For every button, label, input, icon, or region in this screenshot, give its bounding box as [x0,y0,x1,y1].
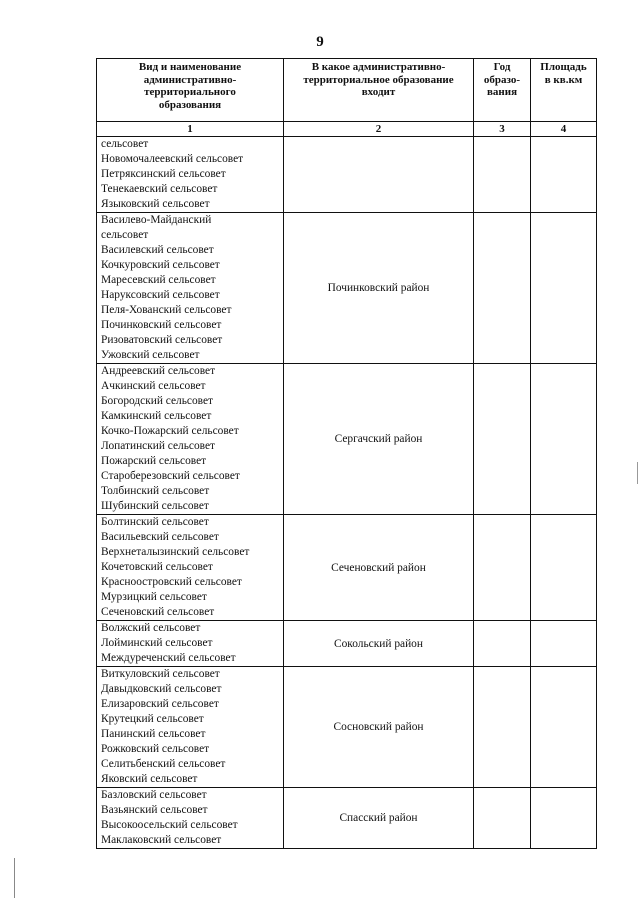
list-item: Языковский сельсовет [101,198,210,210]
header-col-2 [284,59,474,122]
district-name: Сеченовский район [284,515,474,621]
list-item: Новомочалеевский сельсовет [101,153,244,165]
list-item: Вазьянский сельсовет [101,804,208,816]
page-number: 9 [316,34,324,50]
header-line: Вид и наименование [138,61,242,73]
table-row [97,788,597,849]
list-item: Петряксинский сельсовет [101,168,226,180]
list-item: Высокоосельский сельсовет [101,819,238,831]
list-item: Волжский сельсовет [101,622,201,634]
subdivision-list [97,621,284,667]
list-item: Наруксовский сельсовет [101,289,220,301]
territory-table [96,58,597,849]
header-col-1 [97,59,284,122]
header-line: в кв.км [544,73,583,86]
header-line: территориального [144,86,236,98]
list-item: Кочетовский сельсовет [101,561,213,573]
list-item: Виткуловский сельсовет [101,668,220,680]
header-line: образования [158,98,222,111]
list-item: Пожарский сельсовет [101,455,207,467]
list-item: Богородский сельсовет [101,395,214,407]
list-item: Верхнеталызинский сельсовет [101,546,250,558]
list-item: Елизаровский сельсовет [101,698,219,710]
list-item: Маресевский сельсовет [101,274,216,286]
list-item: Староберезовский сельсовет [101,470,240,482]
area-cell [531,667,597,788]
year-cell [474,515,531,621]
year-cell [474,667,531,788]
list-item: Мурзицкий сельсовет [101,591,207,603]
list-item: Ужовский сельсовет [101,349,200,361]
area-cell [531,788,597,849]
year-cell [474,213,531,364]
list-item: Междуреченский сельсовет [101,652,236,664]
subdivision-list [97,137,284,213]
list-item: Василево-Майданский [101,214,212,226]
list-item: Крутецкий сельсовет [101,713,204,725]
list-item: Тенекаевский сельсовет [101,183,218,195]
area-cell [531,515,597,621]
district-name: Сергачский район [284,364,474,515]
list-item: Василевский сельсовет [101,244,214,256]
table-body [97,137,597,849]
header-line: В какое административно- [311,61,446,73]
list-item: Панинский сельсовет [101,728,206,740]
table-row [97,667,597,788]
header-col-3 [474,59,531,122]
subdivision-list [97,515,284,621]
year-cell [474,137,531,213]
table-row [97,515,597,621]
year-cell [474,621,531,667]
area-cell [531,364,597,515]
table-row [97,213,597,364]
column-number-row [97,122,597,137]
district-name [284,137,474,213]
header-line: образо- [483,73,521,86]
area-cell [531,621,597,667]
header-line: вания [486,86,518,98]
header-line: Площадь [540,61,587,73]
district-name: Сосновский район [284,667,474,788]
subdivision-list [97,788,284,849]
list-item: Красноостровский сельсовет [101,576,242,588]
list-item: Андреевский сельсовет [101,365,216,377]
area-cell [531,213,597,364]
subdivision-list [97,667,284,788]
list-item: Пеля-Хованский сельсовет [101,304,232,316]
list-item: сельсовет [101,138,149,150]
year-cell [474,788,531,849]
column-number-1: 1 [97,122,284,137]
list-item: Толбинский сельсовет [101,485,210,497]
list-item: Сеченовский сельсовет [101,606,215,618]
list-item: Рожковский сельсовет [101,743,210,755]
list-item: Кочкуровский сельсовет [101,259,220,271]
list-item: Ачкинский сельсовет [101,380,206,392]
year-cell [474,364,531,515]
header-line: Год [493,61,511,73]
column-number-4: 4 [531,122,597,137]
district-name: Починковский район [284,213,474,364]
table-row [97,364,597,515]
header-row [97,59,597,122]
district-name: Сокольский район [284,621,474,667]
list-item: сельсовет [101,229,149,241]
table-row [97,621,597,667]
list-item: Маклаковский сельсовет [101,834,222,846]
scan-edge-mark [637,462,638,484]
column-number-3: 3 [474,122,531,137]
header-line: административно- [143,73,237,86]
list-item: Лойминский сельсовет [101,637,213,649]
list-item: Давыдковский сельсовет [101,683,222,695]
list-item: Васильевский сельсовет [101,531,219,543]
list-item: Лопатинский сельсовет [101,440,216,452]
header-col-4 [531,59,597,122]
list-item: Яковский сельсовет [101,773,198,785]
list-item: Селитьбенский сельсовет [101,758,226,770]
list-item: Шубинский сельсовет [101,500,209,512]
district-name: Спасский район [284,788,474,849]
list-item: Камкинский сельсовет [101,410,212,422]
header-line: территориальное образование [303,73,454,86]
area-cell [531,137,597,213]
scan-left-rule [14,858,15,898]
list-item: Базловский сельсовет [101,789,207,801]
list-item: Ризоватовский сельсовет [101,334,223,346]
column-number-2: 2 [284,122,474,137]
header-line: входит [361,86,396,98]
table-row [97,137,597,213]
subdivision-list [97,213,284,364]
list-item: Болтинский сельсовет [101,516,209,528]
list-item: Кочко-Пожарский сельсовет [101,425,239,437]
subdivision-list [97,364,284,515]
list-item: Починковский сельсовет [101,319,222,331]
